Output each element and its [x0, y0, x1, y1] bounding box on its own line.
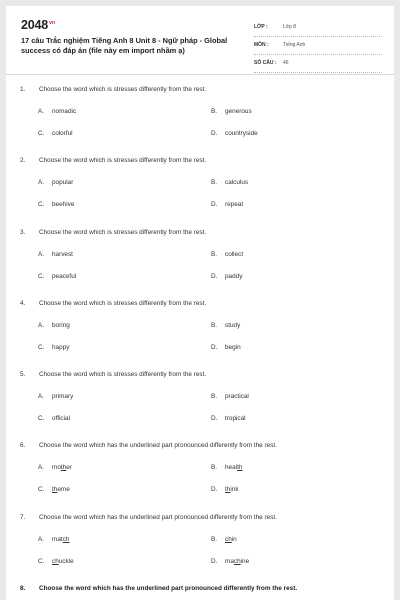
option-d[interactable] [211, 558, 249, 565]
meta-value: Lớp 8 [283, 24, 297, 30]
option-letter: D. [211, 557, 218, 565]
document-page [6, 6, 394, 600]
question-number: 3. [20, 228, 26, 236]
option-c[interactable] [38, 130, 73, 137]
option-d[interactable] [211, 130, 258, 137]
option-text-start: ma [225, 557, 234, 565]
option-letter: C. [38, 557, 45, 565]
option-letter: B. [211, 250, 218, 258]
option-letter: A. [38, 250, 45, 258]
question-text: Choose the word which has the underlined part pronounced differently from the rest. [39, 442, 277, 450]
question-number: 6. [20, 442, 26, 450]
option-a[interactable] [38, 108, 76, 115]
option-c[interactable] [38, 273, 76, 280]
question-number: 2. [20, 157, 26, 165]
option-b[interactable] [211, 322, 240, 329]
option-c[interactable] [38, 558, 74, 565]
question-number: 7. [20, 513, 26, 521]
option-text: calculus [225, 179, 249, 187]
document-header [6, 6, 394, 68]
question-number: 4. [20, 299, 26, 307]
underlined-part: ch [233, 557, 241, 565]
option-text-end: er [66, 464, 72, 472]
option-letter: C. [38, 130, 45, 137]
option-text-end: uckle [58, 557, 74, 565]
meta-value: 46 [283, 60, 289, 66]
option-text: paddy [225, 272, 243, 280]
option-text: countryside [225, 130, 258, 137]
question-item [6, 366, 394, 437]
option-letter: D. [211, 130, 218, 137]
option-text: study [225, 321, 241, 329]
option-text: beehive [52, 201, 75, 209]
question-item [6, 81, 394, 152]
option-text: nomadic [52, 108, 77, 115]
logo-text: 2048 [21, 18, 49, 32]
question-item [6, 152, 394, 223]
option-text: boring [52, 321, 70, 329]
option-letter: C. [38, 415, 45, 423]
option-letter: A. [38, 108, 45, 115]
underlined-part: th [52, 486, 58, 494]
option-letter: A. [38, 393, 45, 401]
option-a[interactable] [38, 251, 73, 258]
option-letter: A. [38, 535, 45, 543]
question-number: 8. [20, 585, 26, 593]
option-text-start: mat [52, 535, 63, 543]
option-text: official [52, 415, 70, 423]
option-b[interactable] [211, 464, 242, 471]
option-letter: A. [38, 321, 45, 329]
option-text-end: ine [240, 557, 250, 565]
option-text: repeat [225, 201, 244, 209]
meta-label: LỚP : [254, 24, 268, 30]
document-title: 17 câu Trắc nghiệm Tiếng Anh 8 Unit 8 - Ngữ pháp - Global success có đáp án (file này em import nhầm ạ) [21, 36, 228, 55]
option-a[interactable] [38, 322, 70, 329]
option-letter: D. [211, 343, 218, 351]
question-text: Choose the word which has the underlined part pronounced differently from the rest. [39, 585, 298, 593]
option-letter: C. [38, 343, 45, 351]
option-text-end: in [231, 535, 237, 543]
option-letter: B. [211, 535, 218, 543]
option-d[interactable] [211, 201, 243, 208]
option-letter: B. [211, 179, 218, 187]
underlined-part: th [60, 464, 67, 472]
meta-label: SỐ CÂU : [254, 60, 277, 66]
underlined-part: th [225, 486, 231, 494]
option-d[interactable] [211, 273, 242, 280]
question-text: Choose the word which is stresses differently from the rest. [39, 157, 207, 165]
option-text-start: heal [225, 464, 238, 472]
option-b[interactable] [211, 393, 249, 400]
meta-value: Tiếng Anh [283, 42, 306, 48]
meta-row-count [254, 55, 382, 73]
option-c[interactable] [38, 486, 70, 493]
option-b[interactable] [211, 251, 243, 258]
option-text-start: mo [52, 464, 61, 472]
option-letter: B. [211, 393, 218, 401]
option-text: peaceful [52, 272, 77, 280]
option-text: collect [225, 250, 244, 258]
option-letter: B. [211, 108, 218, 115]
option-a[interactable] [38, 393, 73, 400]
option-c[interactable] [38, 415, 70, 422]
question-item [6, 509, 394, 580]
question-text: Choose the word which is stresses differently from the rest. [39, 86, 207, 93]
option-b[interactable] [211, 536, 237, 543]
option-letter: A. [38, 464, 45, 472]
option-text: begin [225, 343, 241, 351]
header-divider [6, 74, 394, 75]
underlined-part: ch [52, 557, 59, 565]
option-letter: C. [38, 201, 45, 209]
question-number: 1. [20, 86, 26, 93]
option-text: primary [52, 393, 74, 401]
underlined-part: ch [225, 535, 232, 543]
option-c[interactable] [38, 344, 69, 351]
option-a[interactable] [38, 536, 69, 543]
option-letter: D. [211, 272, 218, 280]
meta-row-subject [254, 37, 382, 55]
option-d[interactable] [211, 344, 241, 351]
option-text: popular [52, 179, 74, 187]
option-text: harvest [52, 250, 73, 258]
option-a[interactable] [38, 464, 72, 471]
question-text: Choose the word which is stresses differently from the rest. [39, 299, 207, 307]
option-text: generous [225, 108, 252, 115]
option-text: happy [52, 343, 70, 351]
option-letter: B. [211, 464, 218, 472]
question-list [6, 81, 394, 600]
option-letter: C. [38, 272, 45, 280]
option-text-end: ink [230, 486, 239, 494]
option-letter: D. [211, 486, 218, 494]
question-text: Choose the word which is stresses differently from the rest. [39, 228, 207, 236]
option-text: tropical [225, 415, 246, 423]
underlined-part: ch [62, 535, 70, 543]
option-d[interactable] [211, 486, 239, 493]
question-item [6, 580, 394, 600]
question-item [6, 437, 394, 508]
option-b[interactable] [211, 179, 248, 186]
question-text: Choose the word which is stresses differently from the rest. [39, 371, 207, 379]
question-number: 5. [20, 371, 26, 379]
option-letter: C. [38, 486, 45, 494]
meta-row-class [254, 19, 382, 37]
option-text: colorful [52, 130, 73, 137]
question-item [6, 224, 394, 295]
option-text-end: eme [57, 486, 70, 494]
option-letter: A. [38, 179, 45, 187]
option-a[interactable] [38, 179, 73, 186]
option-letter: D. [211, 415, 218, 423]
site-logo[interactable] [21, 18, 55, 32]
option-letter: D. [211, 201, 218, 209]
option-text: practical [225, 393, 249, 401]
question-item [6, 295, 394, 366]
option-d[interactable] [211, 415, 246, 422]
option-letter: B. [211, 321, 218, 329]
meta-info [254, 19, 382, 73]
meta-label: MÔN : [254, 42, 269, 48]
option-c[interactable] [38, 201, 74, 208]
logo-suffix: vn [49, 19, 56, 26]
option-b[interactable] [211, 108, 252, 115]
underlined-part: th [237, 464, 243, 472]
question-text: Choose the word which has the underlined part pronounced differently from the rest. [39, 513, 277, 521]
